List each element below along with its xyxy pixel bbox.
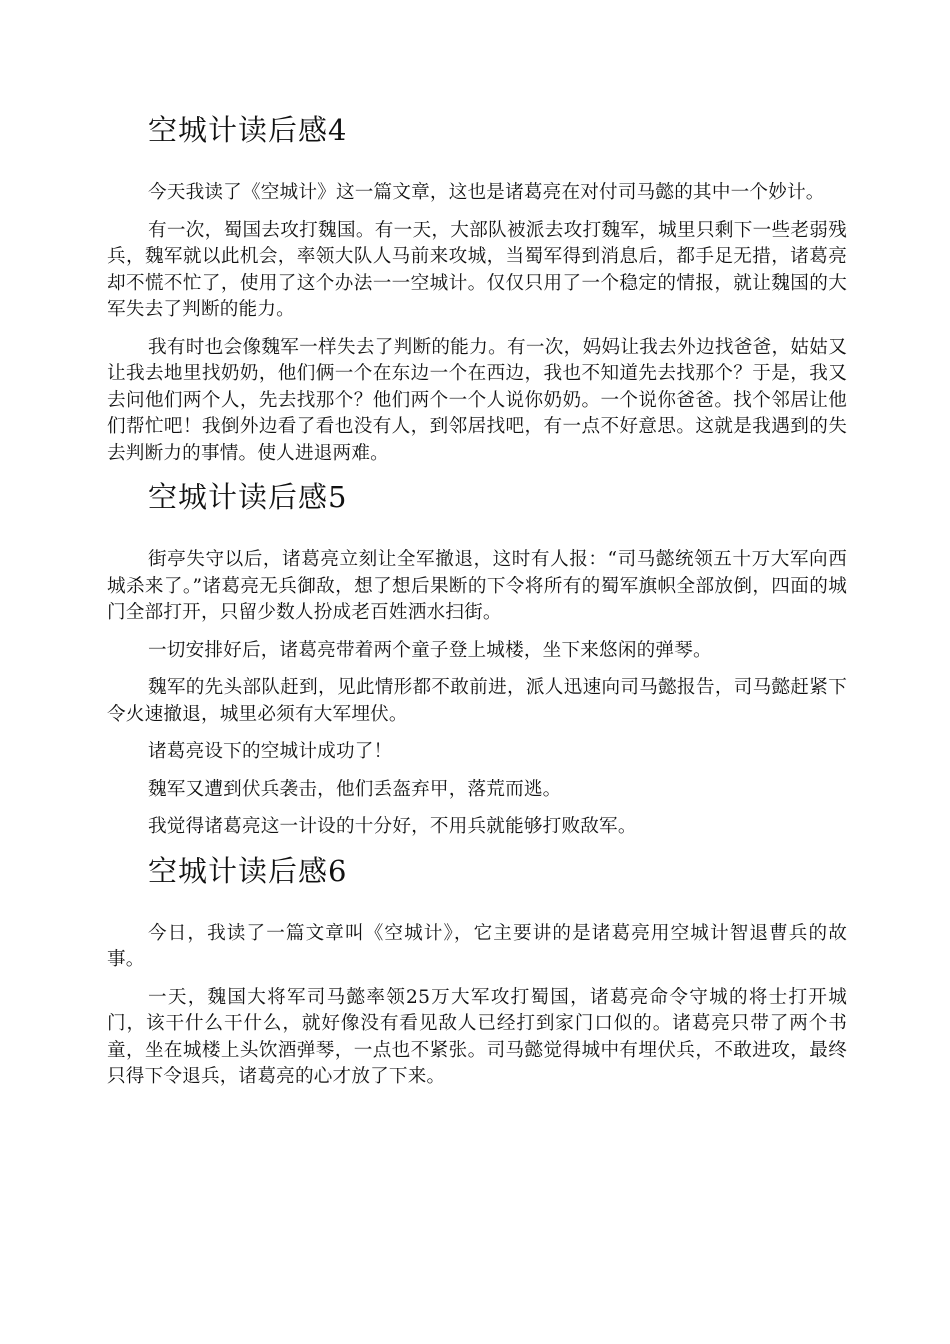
paragraph: 魏军的先头部队赶到，见此情形都不敢前进，派人迅速向司马懿报告，司马懿赶紧下令火速撤退，城里必须有大军埋伏。 — [107, 677, 847, 725]
paragraph: 有一次，蜀国去攻打魏国。有一天，大部队被派去攻打魏军，城里只剩下一些老弱残兵，魏军就以此机会，率领大队人马前来攻城，当蜀军得到消息后，都手足无措，诸葛亮却不慌不忙了，使用了这个办法一一空城计。仅仅只用了一个稳定的情报，就让魏国的大军失去了判断的能力。 — [107, 219, 847, 320]
paragraph: 一切安排好后，诸葛亮带着两个童子登上城楼，坐下来悠闲的弹琴。 — [148, 639, 712, 661]
section-heading: 空城计读后感5 — [148, 480, 348, 514]
paragraph: 今天我读了《空城计》这一篇文章，这也是诸葛亮在对付司马懿的其中一个妙计。 — [148, 182, 825, 203]
paragraph: 我觉得诸葛亮这一计设的十分好，不用兵就能够打败敌军。 — [148, 816, 637, 837]
section-heading: 空城计读后感4 — [148, 113, 348, 147]
paragraph: 诸葛亮设下的空城计成功了！ — [148, 741, 393, 762]
document-page — [107, 108, 847, 1091]
paragraph: 街亭失守以后，诸葛亮立刻让全军撤退，这时有人报：“司马懿统领五十万大军向西城杀来了。”诸葛亮无兵御敌，想了想后果断的下令将所有的蜀军旗帜全部放倒，四面的城门全部打开，只留少数人扮成老百姓洒水扫街。 — [107, 549, 847, 623]
paragraph: 今日，我读了一篇文章叫《空城计》，它主要讲的是诸葛亮用空城计智退曹兵的故事。 — [107, 922, 847, 970]
section-heading: 空城计读后感6 — [148, 853, 348, 888]
paragraph: 我有时也会像魏军一样失去了判断的能力。有一次，妈妈让我去外边找爸爸，姑姑又让我去地里找奶奶，他们俩一个在东边一个在西边，我也不知道先去找那个？于是，我又去问他们两个人，先去找那个？他们两个一个人说你奶奶。一个说你爸爸。找个邻居让他们帮忙吧！我倒外边看了看也没有人，到邻居找吧，有一点不好意思。这就是我遇到的失去判断力的事情。使人进退两难。 — [107, 336, 847, 464]
paragraph: 一天，魏国大将军司马懿率领25万大军攻打蜀国，诸葛亮命令守城的将士打开城门，该干什么干什么，就好像没有看见敌人已经打到家门口似的。诸葛亮只带了两个书童，坐在城楼上头饮酒弹琴，一点也不紧张。司马懿觉得城中有埋伏兵，不敢进攻，最终只得下令退兵，诸葛亮的心才放了下来。 — [107, 986, 847, 1087]
paragraph: 魏军又遭到伏兵袭击，他们丢盔弃甲，落荒而逃。 — [148, 778, 562, 800]
